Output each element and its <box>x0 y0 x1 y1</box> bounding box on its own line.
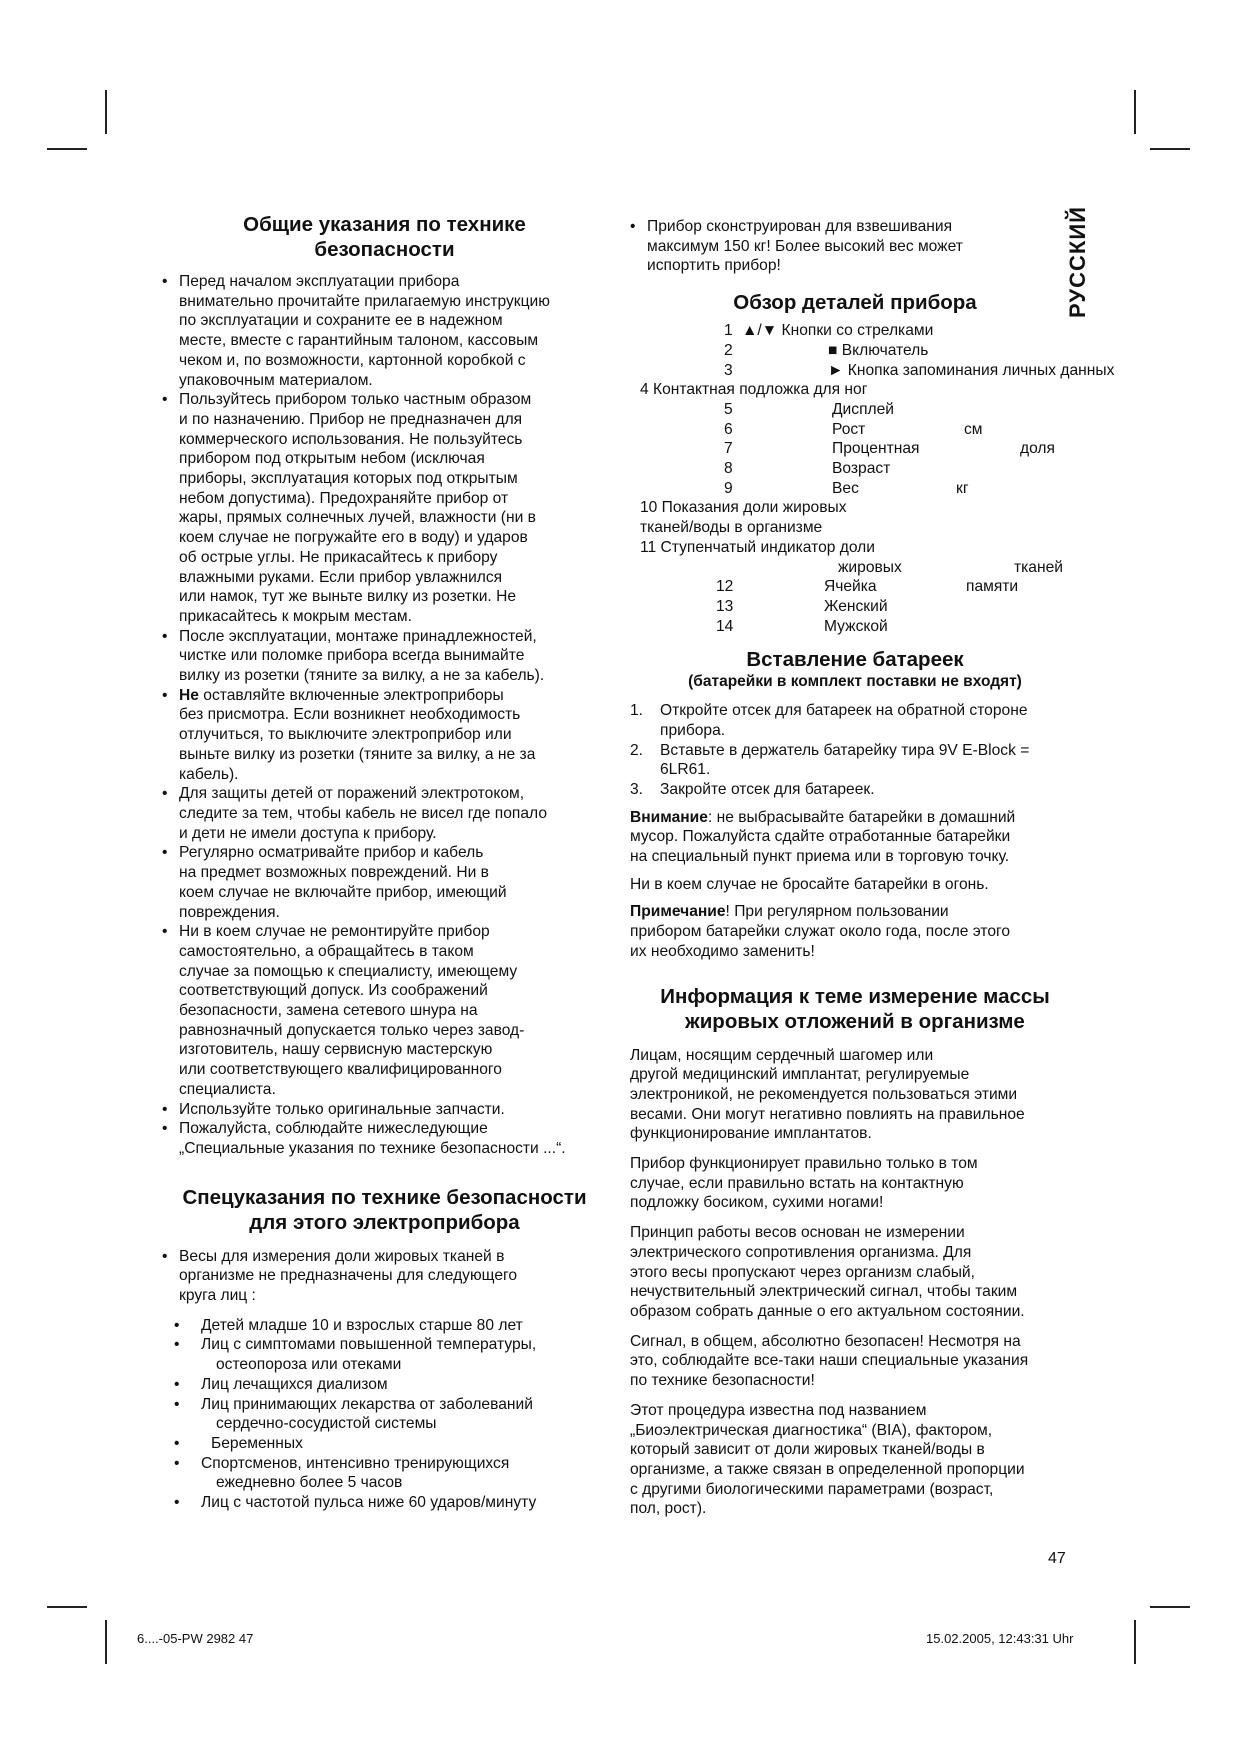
list-item: 3. Закройте отсек для батареек. <box>630 780 875 798</box>
list-item: • Используйте только оригинальные запчасти. <box>162 1100 505 1118</box>
battery-note: Примечание! При регулярном пользовании прибором батарейки служат около года, после этого их необходимо заменить! <box>630 903 1011 960</box>
list-item: • Беременных <box>174 1434 303 1452</box>
list-item: • Регулярно осматривайте прибор и кабель на предмет возможных повреждений. Ни в коем случае не включайте прибор, имеющий повреждения. <box>162 844 507 921</box>
list-item: • После эксплуатации, монтаже принадлежностей, чистке или поломке прибора всегда вынимайте вилку из розетки (тяните за вилку, а не за кабель). <box>162 627 545 685</box>
section-heading-batteries: Вставление батареек <box>746 648 964 672</box>
paragraph: Сигнал, в общем, абсолютно безопасен! Несмотря на это, соблюдайте все-таки наши специальные указания по технике безопасности! <box>630 1332 1029 1390</box>
paragraph: Этот процедура известна под названием „Биоэлектрическая диагностика“ (BIA), фактором, который зависит от доли жировых тканей/воды в организме, а также связан в определенной пропорции с другими биологическими параметрами (возраст, пол, рост). <box>630 1401 1025 1518</box>
crop-mark <box>47 148 87 150</box>
list-item: • Спортсменов, интенсивно тренирующихся ежедневно более 5 часов <box>174 1454 510 1492</box>
footer-timestamp: 15.02.2005, 12:43:31 Uhr <box>926 1631 1074 1646</box>
list-item: • Весы для измерения доли жировых тканей в организме не предназначены для следующего круга лиц : <box>162 1247 518 1305</box>
paragraph: Лицам, носящим сердечный шагомер или другой медицинский имплантат, регулируемые электроникой, не рекомендуется пользоваться этими весами. Они могут негативно повлиять на правильное функционирование имплантатов. <box>630 1046 1025 1143</box>
list-item: 1. Откройте отсек для батареек на обратной стороне прибора. <box>630 702 1028 739</box>
section-heading-special-safety: Спецуказания по технике безопасности для этого электроприбора <box>182 1185 587 1234</box>
crop-mark <box>1150 1606 1190 1608</box>
page-number: 47 <box>1048 1550 1066 1567</box>
section-heading-parts: Обзор деталей прибора <box>733 291 977 315</box>
batteries-subtitle: (батарейки в комплект поставки не входят) <box>688 673 1022 691</box>
language-label: РУССКИЙ <box>1065 206 1090 318</box>
crop-mark <box>105 90 107 134</box>
list-item: • Перед началом эксплуатации прибора внимательно прочитайте прилагаемую инструкцию по эксплуатации и сохраните ее в надежном месте, вместе с гарантийным талоном, кассовым чеком и, по возможности, картонной коробкой с упаковочным материалом. <box>162 273 550 389</box>
paragraph: Принцип работы весов основан не измерении электрического сопротивления организма. Для этого весы пропускают через организм слабый, нечуствительный электрический сигнал, чтобы таким образом собрать данные о его актуальном состоянии. <box>630 1224 1025 1320</box>
crop-mark <box>1150 148 1190 150</box>
crop-mark <box>1134 1620 1136 1664</box>
fire-warning: Ни в коем случае не бросайте батарейки в огонь. <box>630 875 989 893</box>
list-item: • Ни в коем случае не ремонтируйте прибор самостоятельно, а обращайтесь в таком случае за помощью к специалисту, имеющему соответствующий допуск. Из соображений безопасности, замена сетевого шнура на равнозначный допускается только через завод- изготовитель, нашу сервисную мастерскую или соответствующего квалифицированного специалиста. <box>162 923 525 1098</box>
list-item: • Детей младше 10 и взрослых старше 80 лет <box>174 1316 523 1334</box>
footer-file-label: 6....-05-PW 2982 47 <box>137 1631 254 1646</box>
list-item: • Прибор сконструирован для взвешивания максимум 150 кг! Более высокий вес может испортить прибор! <box>630 218 963 275</box>
section-heading-general-safety: Общие указания по технике безопасности <box>243 213 526 261</box>
right-column <box>630 217 1115 1519</box>
list-item: • Для защиты детей от поражений электротоком, следите за тем, чтобы кабель не висел где попало и дети не имели доступа к прибору. <box>162 785 547 842</box>
list-item: • Пожалуйста, соблюдайте нижеследующие „Специальные указания по технике безопасности ...“. <box>162 1120 566 1157</box>
list-item: • Лиц принимающих лекарства от заболеваний сердечно-сосудистой системы <box>174 1395 533 1433</box>
list-item: • Лиц с частотой пульса ниже 60 ударов/минуту <box>174 1494 537 1512</box>
list-item: • Лиц с симптомами повышенной температуры, остеопороза или отеками <box>174 1336 537 1374</box>
crop-mark <box>47 1606 87 1608</box>
attention-note: Внимание: не выбрасывайте батарейки в домашний мусор. Пожалуйста сдайте отработанные батарейки на специальный пункт приема или в торговую точку. <box>630 808 1016 866</box>
list-item: • Лиц лечащихся диализом <box>174 1375 388 1393</box>
parts-list: 1 ▲/▼ Кнопки со стрелками 2 ■ Включатель 3 ► Кнопка запоминания личных данных 4 Контактная подложка для ног 5 Дисплей 6 Рост см 7 Процентная доля 8 Возраст 9 Вес кг 10 Показания доли жировых тканей/воды в организме 11 Ступенчатый индикатор доли жировых тканей 12 Ячейка памяти 13 Женский 14 Мужской <box>640 322 1115 635</box>
section-heading-bodyfat-info: Информация к теме измерение массы жировых отложений в организме <box>660 984 1050 1033</box>
crop-mark <box>1134 90 1136 134</box>
paragraph: Прибор функционирует правильно только в том случае, если правильно встать на контактную подложку босиком, сухими ногами! <box>630 1155 978 1212</box>
left-column <box>162 212 607 1513</box>
list-item: 2. Вставьте в держатель батарейку тира 9V E-Block = 6LR61. <box>630 741 1030 779</box>
list-item: • Не оставляйте включенные электроприборы без присмотра. Если возникнет необходимость отлучиться, то выключите электроприбор или выньте вилку из розетки (тяните за вилку, а не за кабель). <box>162 686 536 783</box>
list-item: • Пользуйтесь прибором только частным образом и по назначению. Прибор не предназначен для коммерческого использования. Не пользуйтесь прибором под открытым небом (исключая приборы, эксплуатация которых под открытым небом допустима). Предохраняйте прибор от жары, прямых солнечных лучей, влажности (ни в коем случае не погружайте его в воду) и ударов об острые углы. Не прикасайтесь к прибору влажными руками. Если прибор увлажнился или намок, тут же выньте вилку из розетки. Не прикасайтесь к мокрым местам. <box>162 391 536 625</box>
crop-mark <box>105 1620 107 1664</box>
